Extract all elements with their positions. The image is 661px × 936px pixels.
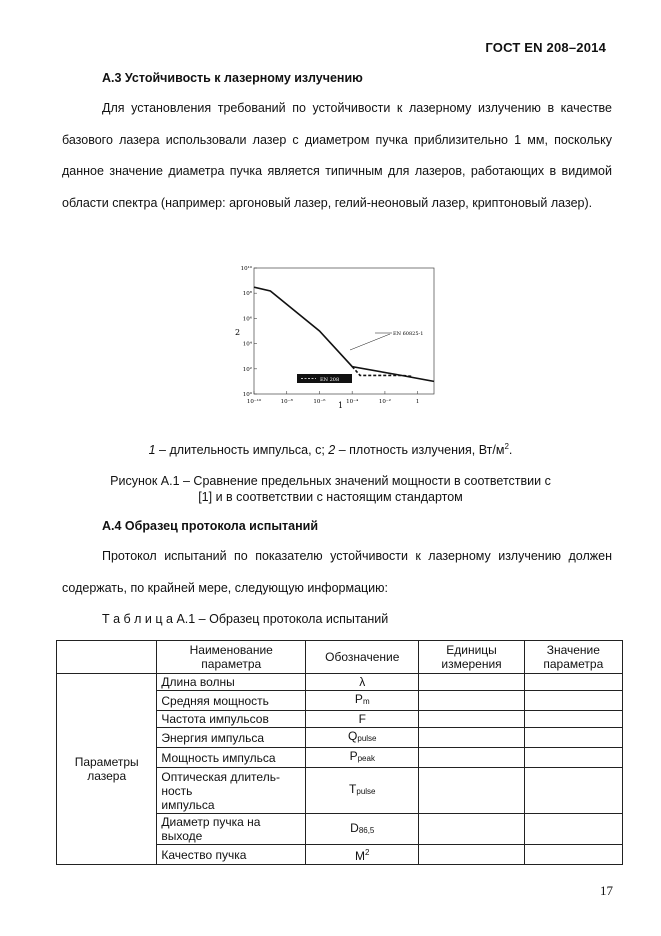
caption-end: . <box>508 443 513 458</box>
section-a4-title: А.4 Образец протокола испытаний <box>102 519 319 533</box>
y-tick-label: 10⁶ <box>242 316 252 323</box>
value-cell <box>524 674 622 691</box>
symbol-cell <box>306 674 419 691</box>
x-axis-label: 1 <box>338 401 344 410</box>
symbol-main: P <box>354 692 363 706</box>
units-cell <box>419 711 524 728</box>
y-tick-label: 10² <box>242 366 252 373</box>
param-name-cell: Длина волны <box>157 674 306 691</box>
units-cell <box>419 768 524 814</box>
header-units: Единицы измерения <box>419 641 524 674</box>
value-cell <box>524 768 622 814</box>
units-cell <box>419 845 524 865</box>
param-name-cell: Оптическая длитель- ность импульса <box>157 768 306 814</box>
header-value: Значение параметра <box>524 641 622 674</box>
caption-text-b: – плотность излучения, Вт/м <box>335 443 505 458</box>
legend-en60825-label: EN 60825-1 <box>393 331 424 337</box>
value-cell <box>524 728 622 748</box>
y-axis-label: 2 <box>235 328 241 337</box>
x-tick-label: 10⁻⁶ <box>313 399 326 405</box>
value-cell <box>524 711 622 728</box>
symbol-cell <box>306 768 419 814</box>
param-name-cell: Энергия импульса <box>157 728 306 748</box>
test-report-table <box>56 640 623 865</box>
table-caption: Т а б л и ц а А.1 – Образец протокола испытаний <box>102 612 389 626</box>
y-tick-label: 10¹⁰ <box>240 266 252 272</box>
value-cell <box>524 814 622 845</box>
group-label-cell: Параметры лазера <box>57 674 157 865</box>
section-a3-text: Для установления требований по устойчивости к лазерному излучению в качестве базового лазера использовали лазер с диаметром пучка приблизительно 1 мм, поскольку данное значение диаметра пучка является типичным для лазеров, работающих в видимой области спектра (например: аргоновый лазер, гелий-неоновый лазер, криптоновый лазер). <box>62 101 612 210</box>
chart-svg <box>232 260 442 410</box>
figure-caption-legend <box>0 442 661 457</box>
param-name-cell: Средняя мощность <box>157 691 306 711</box>
legend-en60825-pointer <box>350 334 390 350</box>
y-tick-label: 10⁴ <box>242 341 252 348</box>
value-cell <box>524 691 622 711</box>
symbol-cell <box>306 691 419 711</box>
symbol-main: D <box>350 820 359 835</box>
section-a3-paragraph <box>62 93 612 219</box>
legend-en208-label: EN 208 <box>320 377 340 383</box>
param-name-cell: Частота импульсов <box>157 711 306 728</box>
param-name-cell: Диаметр пучка на выходе <box>157 814 306 845</box>
document-code: ГОСТ EN 208–2014 <box>485 40 606 55</box>
section-a4-paragraph <box>62 541 612 604</box>
symbol-main: T <box>349 782 357 796</box>
symbol-cell <box>306 728 419 748</box>
figure-caption-line2: Рисунок А.1 – Сравнение предельных значений мощности в соответствии с <box>110 474 551 488</box>
figure-caption-line3: [1] и в соответствии с настоящим стандартом <box>198 490 463 504</box>
figure-caption-title <box>0 473 661 505</box>
header-blank <box>57 641 157 674</box>
units-cell <box>419 674 524 691</box>
section-a3-title: А.3 Устойчивость к лазерному излучению <box>102 71 363 85</box>
symbol-cell <box>306 748 419 768</box>
symbol-subscript: pulse <box>357 734 377 743</box>
symbol-subscript: m <box>362 697 370 706</box>
section-a4-text: Протокол испытаний по показателю устойчивости к лазерному излучению должен содержать, по крайней мере, следующую информацию: <box>62 549 612 595</box>
table-row <box>57 674 623 691</box>
symbol-subscript: peak <box>357 754 375 763</box>
caption-text-a: – длительность импульса, с; <box>155 443 329 458</box>
y-tick-label: 10⁰ <box>242 392 252 398</box>
x-tick-label: 10⁻⁸ <box>280 399 293 405</box>
table-header-row <box>57 641 623 674</box>
header-param-name: Наименование параметра <box>157 641 306 674</box>
symbol-main: F <box>358 712 366 726</box>
page-number: 17 <box>600 883 613 898</box>
symbol-main: λ <box>359 675 366 689</box>
table-body <box>57 674 623 865</box>
x-tick-label: 1 <box>415 399 420 405</box>
caption-sup: 2 <box>504 442 509 451</box>
caption-index-2: 2 <box>328 443 336 458</box>
value-cell <box>524 748 622 768</box>
symbol-subscript: pulse <box>356 787 376 796</box>
units-cell <box>419 814 524 845</box>
power-limits-chart <box>232 260 442 410</box>
symbol-main: P <box>349 749 358 763</box>
y-tick-label: 10⁸ <box>242 291 252 298</box>
units-cell <box>419 691 524 711</box>
symbol-main: Q <box>348 729 358 743</box>
header-symbol: Обозначение <box>306 641 419 674</box>
param-name-cell: Мощность импульса <box>157 748 306 768</box>
symbol-cell <box>306 845 419 865</box>
units-cell <box>419 728 524 748</box>
x-tick-label: 10⁻⁴ <box>346 399 359 405</box>
units-cell <box>419 748 524 768</box>
value-cell <box>524 845 622 865</box>
param-name-cell: Качество пучка <box>157 845 306 865</box>
caption-index-1: 1 <box>148 443 156 458</box>
symbol-cell <box>306 711 419 728</box>
symbol-cell <box>306 814 419 845</box>
x-tick-label: 10⁻¹⁰ <box>246 399 262 405</box>
x-tick-label: 10⁻² <box>378 399 391 405</box>
symbol-superscript: 2 <box>365 848 370 857</box>
symbol-subscript: 86,5 <box>358 825 375 835</box>
symbol-main: M <box>355 849 366 863</box>
